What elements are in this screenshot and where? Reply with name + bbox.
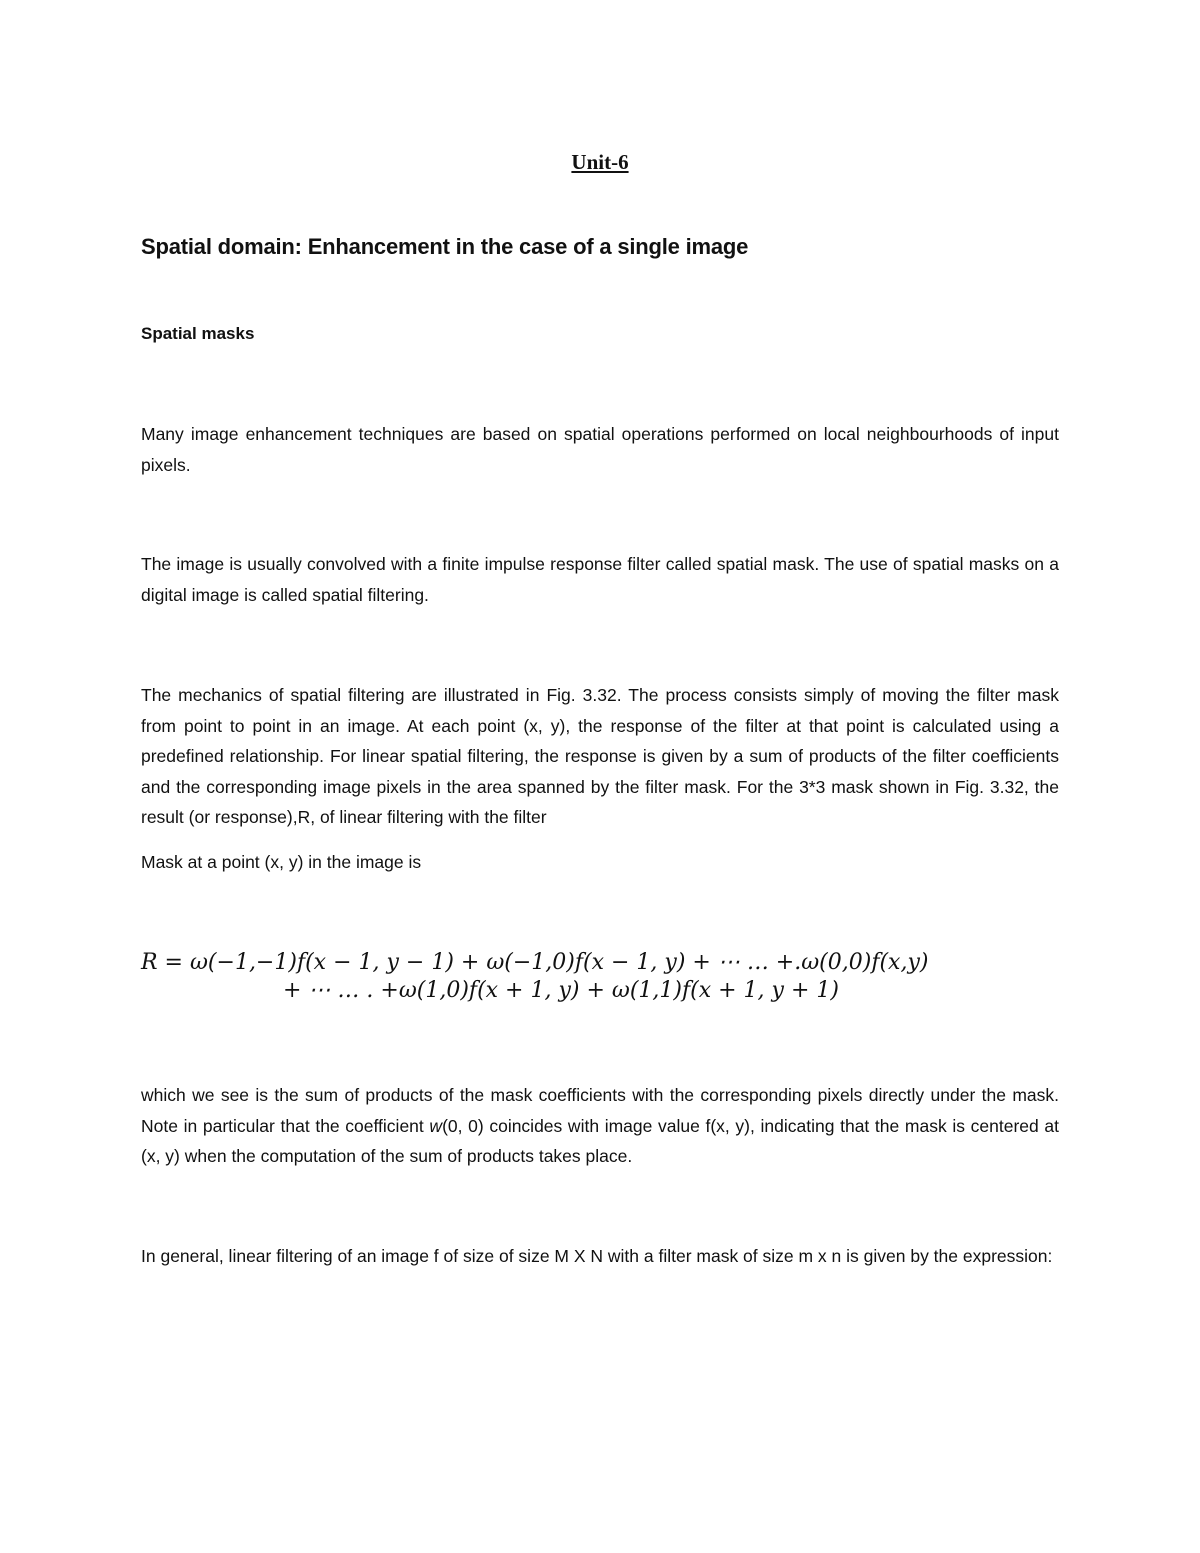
paragraph-general-filtering: In general, linear filtering of an image f of size of size M X N with a filter mask of size m x n is given by the expression: [141, 1246, 1053, 1266]
paragraph-sum-of-products [141, 1080, 1059, 1172]
text-after-coefficient: (0, 0) coincides with image value f(x, y), indicating that the mask is centered at (x, y) when the computation of the sum of products takes place. [141, 1115, 1059, 1166]
section-heading: Spatial domain: Enhancement in the case of a single image [141, 234, 749, 259]
paragraph-spatial-mask: The image is usually convolved with a finite impulse response filter called spatial mask. The use of spatial masks on a digital image is called spatial filtering. [141, 554, 1059, 605]
paragraph-mask-point: Mask at a point (x, y) in the image is [141, 852, 422, 872]
coefficient-symbol: w [429, 1115, 443, 1136]
equation-line-2: + ⋯ … . +ω(1,0)f(x + 1, y) + ω(1,1)f(x + 1, y + 1) [283, 978, 839, 1003]
unit-title: Unit-6 [571, 150, 629, 174]
text-before-coefficient: which we see is the sum of products of the mask coefficients with the corresponding pixels directly under the mask. Note in particular that the coefficient [141, 1085, 1059, 1136]
equation-line-1: R = ω(−1,−1)f(x − 1, y − 1) + ω(−1,0)f(x − 1, y) + ⋯ … +.ω(0,0)f(x,y) [141, 950, 929, 975]
paragraph-mechanics: The mechanics of spatial filtering are illustrated in Fig. 3.32. The process consists simply of moving the filter mask from point to point in an image. At each point (x, y), the response of the filter at that point is calculated using a predefined relationship. For linear spatial filtering, the response is given by a sum of products of the filter coefficients and the corresponding image pixels in the area spanned by the filter mask. For the 3*3 mask shown in Fig. 3.32, the result (or response),R, of linear filtering with the filter [141, 685, 1059, 827]
paragraph-spatial-operations: Many image enhancement techniques are based on spatial operations performed on local neighbourhoods of input pixels. [141, 424, 1059, 475]
subsection-heading: Spatial masks [141, 324, 255, 343]
